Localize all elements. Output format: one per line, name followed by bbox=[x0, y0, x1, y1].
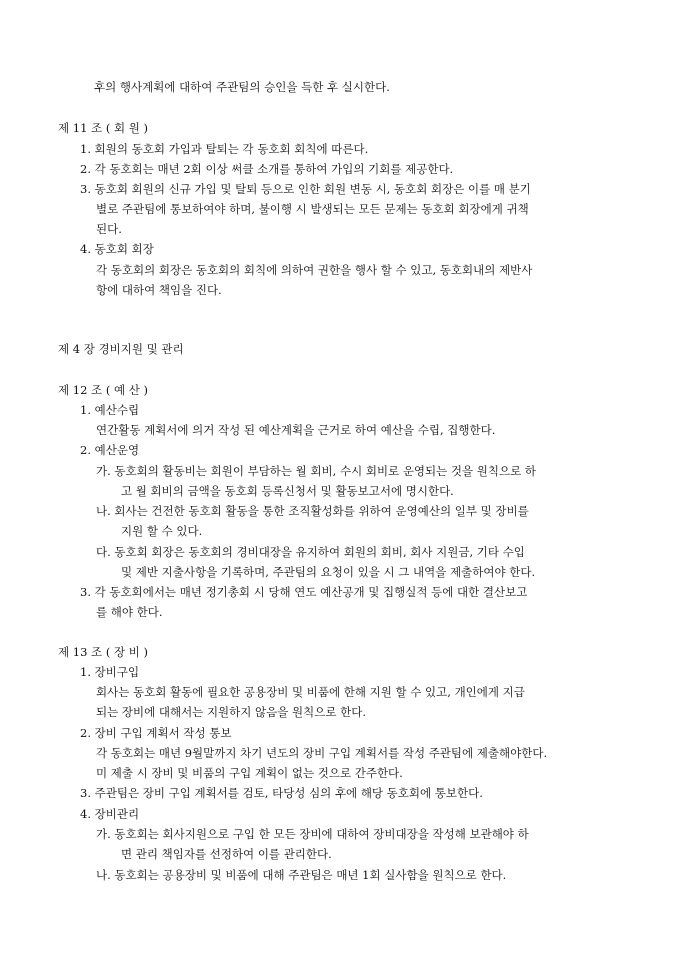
article-13-item-2-body: 미 제출 시 장비 및 비품의 구입 계획이 없는 것으로 간주한다. bbox=[96, 766, 403, 780]
article-13-subitem-ga: 가. 동호회는 회사지원으로 구입 한 모든 장비에 대하여 장비대장을 작성해 보관해야 하 bbox=[96, 827, 529, 841]
article-13-item-2: 2. 장비 구입 계획서 작성 통보 bbox=[80, 726, 232, 740]
article-11-item-4-body: 각 동호회의 회장은 동호회의 회칙에 의하여 권한을 행사 할 수 있고, 동호회내의 제반사 bbox=[96, 263, 533, 277]
article-12-subitem-da-cont: 및 제반 지출사항을 기록하며, 주관팀의 요청이 있을 시 그 내역을 제출하여야 한다. bbox=[121, 565, 536, 579]
article-12-heading: 제 12 조 ( 예 산 ) bbox=[58, 383, 148, 397]
article-13-subitem-ga-cont: 면 관리 책임자를 선정하여 이를 관리한다. bbox=[121, 847, 332, 861]
article-11-heading: 제 11 조 ( 회 원 ) bbox=[58, 121, 148, 135]
article-12-subitem-na: 나. 회사는 건전한 동호회 활동을 통한 조직활성화를 위하여 운영예산의 일부 및 장비를 bbox=[96, 504, 529, 518]
article-13-subitem-na: 나. 동호회는 공용장비 및 비품에 대해 주관팀은 매년 1회 실사함을 원칙으로 한다. bbox=[96, 868, 507, 882]
article-13-item-4: 4. 장비관리 bbox=[80, 807, 140, 821]
article-12-item-3-cont: 를 해야 한다. bbox=[96, 605, 163, 619]
article-12-subitem-na-cont: 지원 할 수 있다. bbox=[121, 524, 203, 538]
chapter-4-heading: 제 4 장 경비지원 및 관리 bbox=[58, 342, 184, 356]
article-13-item-3: 3. 주관팀은 장비 구입 계획서를 검토, 타당성 심의 후에 해당 동호회에 통보한다. bbox=[80, 786, 483, 800]
article-13-item-1-body: 회사는 동호회 활동에 필요한 공용장비 및 비품에 한해 지원 할 수 있고, 개인에게 지급 bbox=[96, 685, 525, 699]
article-13-heading: 제 13 조 ( 장 비 ) bbox=[58, 645, 148, 659]
article-12-subitem-ga-cont: 고 월 회비의 금액을 동호회 등록신청서 및 활동보고서에 명시한다. bbox=[121, 484, 454, 498]
article-12-item-2: 2. 예산운영 bbox=[80, 443, 140, 457]
article-11-item-3: 3. 동호회 회원의 신규 가입 및 탈퇴 등으로 인한 회원 변동 시, 동호회 회장은 이를 매 분기 bbox=[80, 182, 531, 196]
article-11-item-4: 4. 동호회 회장 bbox=[80, 242, 154, 256]
article-12-item-3: 3. 각 동호회에서는 매년 정기총회 시 당해 연도 예산공개 및 집행실적 등에 대한 결산보고 bbox=[80, 585, 528, 599]
article-12-item-1: 1. 예산수립 bbox=[80, 403, 140, 417]
continuation-line: 후의 행사계획에 대하여 주관팀의 승인을 득한 후 실시한다. bbox=[94, 80, 390, 94]
article-13-item-2-body: 각 동호회는 매년 9월말까지 차기 년도의 장비 구입 계획서를 작성 주관팀에 제출해야한다. bbox=[96, 746, 548, 760]
article-11-item-3-cont: 별로 주관팀에 통보하여야 하며, 불이행 시 발생되는 모든 문제는 동호회 회장에게 귀책 bbox=[96, 202, 529, 216]
article-13-item-1: 1. 장비구입 bbox=[80, 665, 140, 679]
article-11-item-1: 1. 회원의 동호회 가입과 탈퇴는 각 동호회 회칙에 따른다. bbox=[80, 142, 369, 156]
article-11-item-2: 2. 각 동호회는 매년 2회 이상 써클 소개를 통하여 가입의 기회를 제공한다. bbox=[80, 162, 454, 176]
article-12-subitem-da: 다. 동호회 회장은 동호회의 경비대장을 유지하여 회원의 회비, 회사 지원금, 기타 수입 bbox=[96, 545, 525, 559]
article-13-item-1-body: 되는 장비에 대해서는 지원하지 않음을 원칙으로 한다. bbox=[96, 705, 366, 719]
article-12-subitem-ga: 가. 동호회의 활동비는 회원이 부담하는 월 회비, 수시 회비로 운영되는 것을 원칙으로 하 bbox=[96, 464, 536, 478]
article-11-item-4-body: 항에 대하여 책임을 진다. bbox=[96, 283, 222, 297]
article-11-item-3-cont: 된다. bbox=[96, 222, 122, 236]
article-12-item-1-body: 연간활동 계획서에 의거 작성 된 예산계획을 근거로 하여 예산을 수립, 집행한다. bbox=[96, 423, 496, 437]
